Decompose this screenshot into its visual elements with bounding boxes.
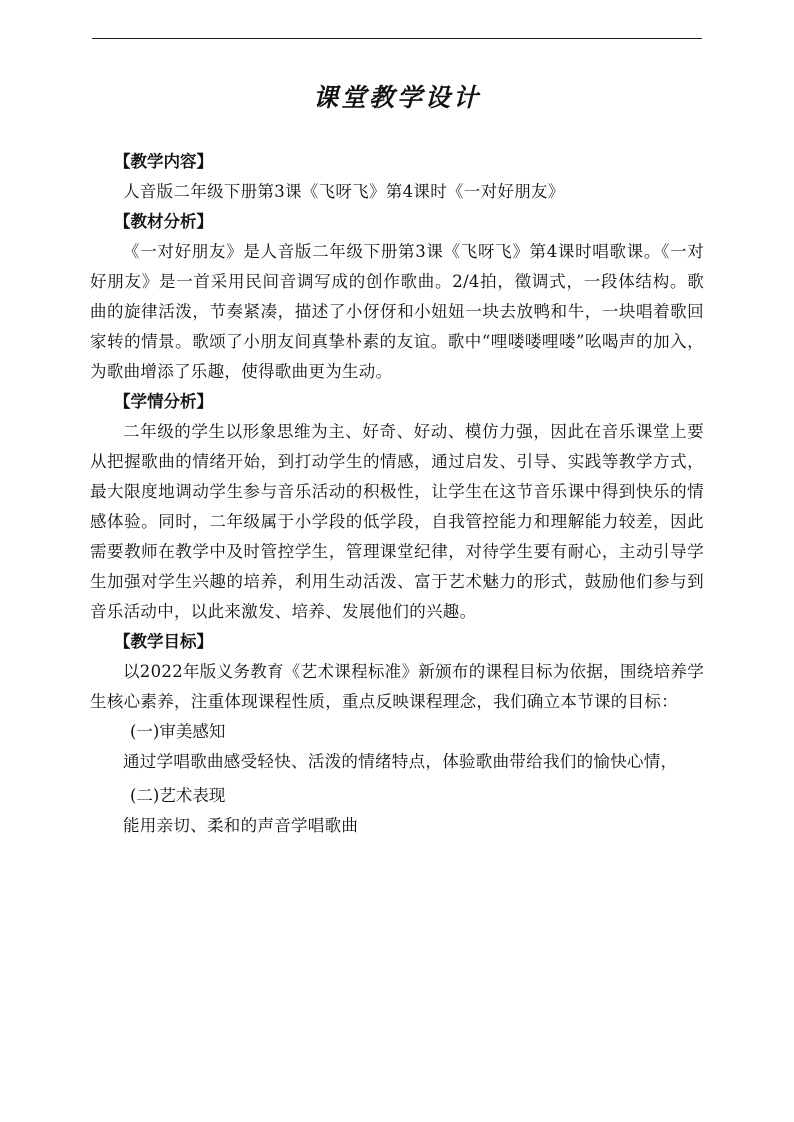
goal-item-2-title: (二)艺术表现: [130, 786, 226, 805]
section-text-goals: 以2022年版义务教育《艺术课程标准》新颁布的课程目标为依据，围绕培养学生核心素养，注重体现课程性质，重点反映课程理念，我们确立本节课的目标：: [90, 662, 704, 711]
section-text-content: 人音版二年级下册第3课《飞呀飞》第4课时《一对好朋友》: [123, 182, 565, 201]
section-heading-analysis: 【教材分析】: [114, 212, 213, 231]
section-heading-content: 【教学内容】: [114, 152, 213, 171]
document-title: 课堂教学设计: [312, 83, 481, 112]
goal-item-1-title: (一)审美感知: [130, 722, 226, 741]
document-body: [90, 147, 704, 841]
section-heading-goals: 【教学目标】: [114, 632, 213, 651]
header-rule: [92, 38, 702, 39]
goal-item-2-text: 能用亲切、柔和的声音学唱歌曲: [123, 816, 359, 835]
section-text-students: 二年级的学生以形象思维为主、好奇、好动、模仿力强，因此在音乐课堂上要从把握歌曲的情绪开始，到打动学生的情感，通过启发、引导、实践等教学方式，最大限度地调动学生参与音乐活动的积极性，让学生在这节音乐课中得到快乐的情感体验。同时，二年级属于小学段的低学段，自我管控能力和理解能力较差，因此需要教师在教学中及时管控学生，管理课堂纪律，对待学生要有耐心，主动引导学生加强对学生兴趣的培养，利用生动活泼、富于艺术魅力的形式，鼓励他们参与到音乐活动中，以此来激发、培养、发展他们的兴趣。: [90, 422, 704, 621]
section-heading-students: 【学情分析】: [114, 392, 213, 411]
section-text-analysis: 《一对好朋友》是人音版二年级下册第3课《飞呀飞》第4课时唱歌课。《一对好朋友》是一首采用民间音调写成的创作歌曲。2/4拍，徵调式，一段体结构。歌曲的旋律活泼，节奏紧凑，描述了小伢伢和小妞妞一块去放鸭和牛，一块唱着歌回家转的情景。歌颂了小朋友间真挚朴素的友谊。歌中“哩喽喽哩喽”吆喝声的加入，为歌曲增添了乐趣，使得歌曲更为生动。: [90, 242, 704, 381]
goal-item-1-text: 通过学唱歌曲感受轻快、活泼的情绪特点，体验歌曲带给我们的愉快心情，: [123, 752, 678, 771]
